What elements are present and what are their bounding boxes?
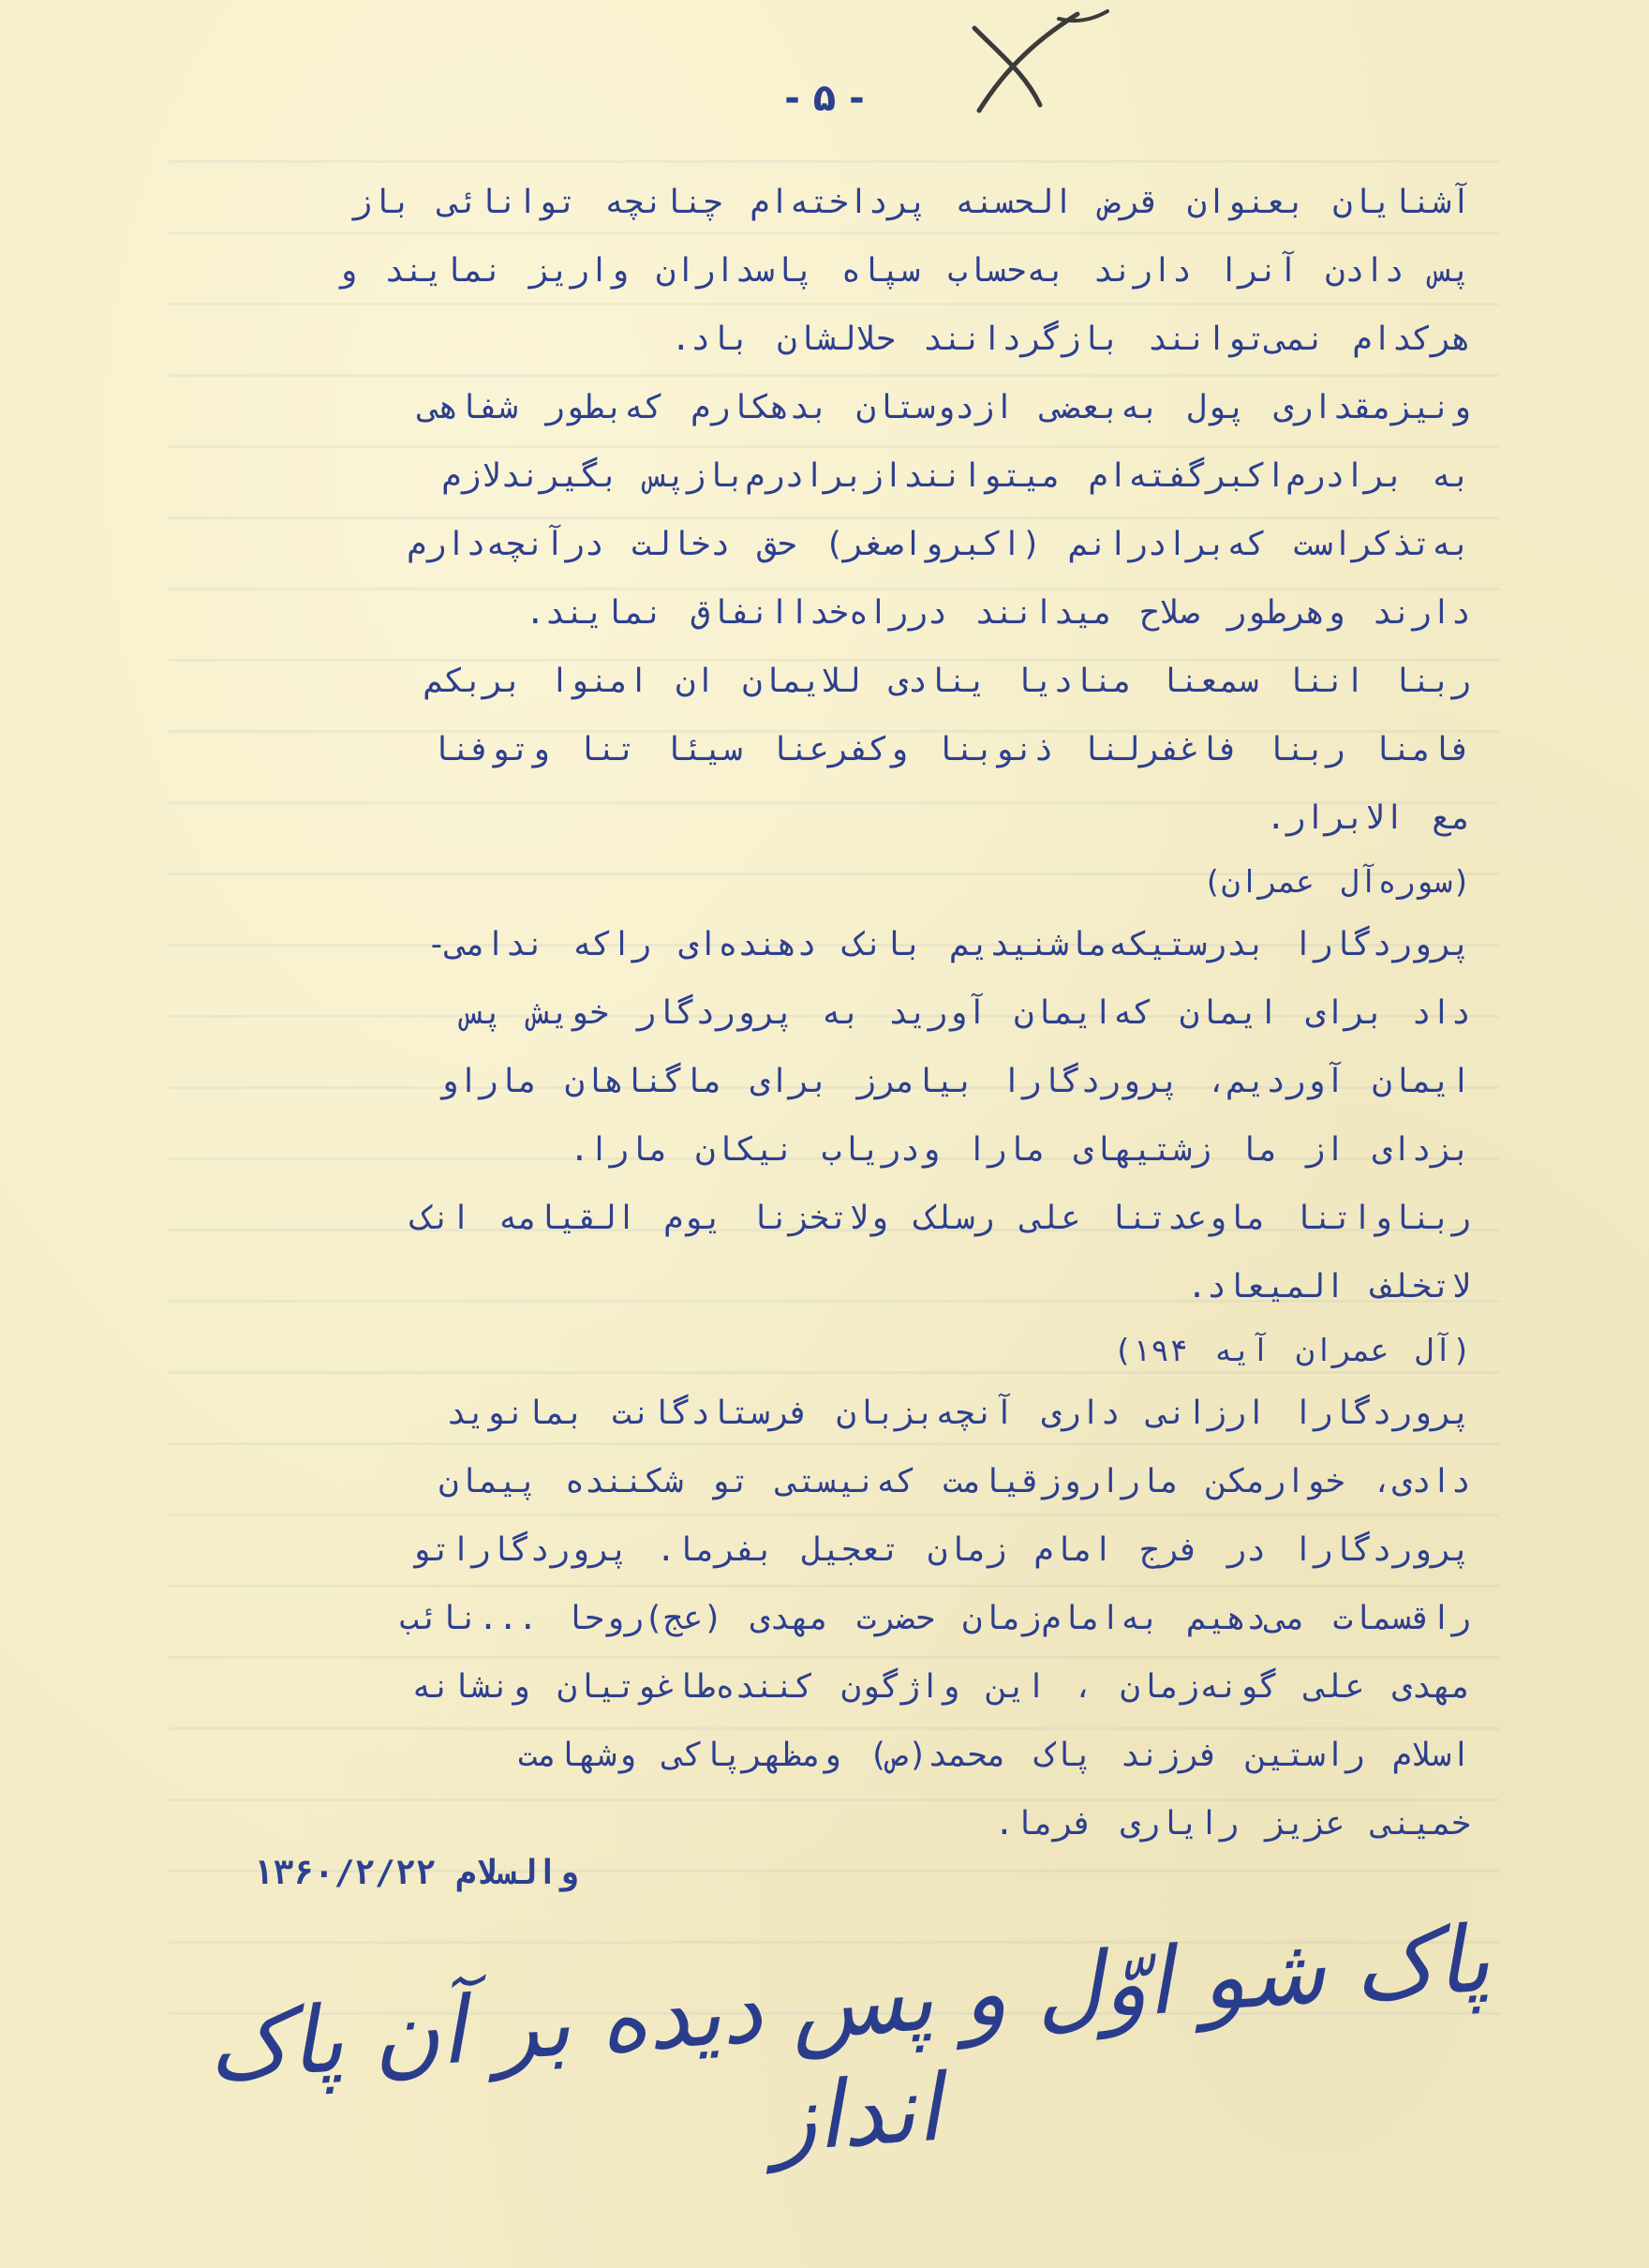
text-line: دارند وهرطور صلاح میدانند درراه‌خداانفاق نمایند.: [525, 594, 1471, 632]
text-line: پروردگارا در فرج امام زمان تعجیل بفرما. پروردگاراتو: [411, 1531, 1471, 1569]
calligraphy-verse: پاک شو اوّل و پس دیده بر آن پاک انداز: [203, 1905, 1493, 2173]
closing-salutation-date: والسلام ۱۳۶۰/۲/۲۲: [253, 1854, 578, 1892]
quran-verse-line: ربناواتنا ماوعدتنا علی رسلک ولاتخزنا یوم القیامه انک: [411, 1200, 1471, 1237]
text-line: پروردگارا ارزانی داری آنچه‌بزبان فرستادگانت بمانوید: [446, 1395, 1471, 1432]
text-line: هرکدام نمی‌توانند بازگردانند حلالشان باد.: [671, 321, 1471, 358]
text-line: داد برای ایمان که‌ایمان آورید به پروردگار خویش پس: [463, 994, 1471, 1032]
verse-reference: (آل عمران آیه ۱۹۴): [1113, 1332, 1471, 1368]
quran-verse-line: فامنا ربنا فاغفرلنا ذنوبنا وکفرعنا سیئا تنا وتوفنا: [431, 731, 1471, 768]
text-line: خمینی عزیز رایاری فرما.: [994, 1805, 1471, 1843]
quran-verse-line: لاتخلف المیعاد.: [1186, 1268, 1471, 1306]
text-line: به‌تذکراست که‌برادرانم (اکبرواصغر) حق دخالت درآنچه‌دارم: [407, 526, 1471, 563]
text-line: ونیزمقداری پول به‌بعضی ازدوستان بدهکارم که‌بطور شفاهی: [419, 389, 1471, 426]
text-line: بزدای از ما زشتیهای مارا ودریاب نیکان مارا.: [569, 1131, 1471, 1169]
quran-verse-line: ربنا اننا سمعنا منادیا ینادی للایمان ان امنوا بربکم: [423, 663, 1471, 700]
page-number: - ۵ -: [784, 77, 865, 120]
text-line: به برادرم‌اکبرگفته‌ام میتوانندازبرادرم‌بازپس بگیرندلازم: [441, 457, 1471, 495]
text-line: پس دادن آنرا دارند به‌حساب سپاه پاسداران واریز نمایند و: [337, 252, 1471, 290]
text-line: ایمان آوردیم، پروردگارا بیامرز برای ماگناهان ماراو: [438, 1063, 1471, 1100]
text-line: اسلام راستین فرزند پاک محمد(ص) ومظهرپاکی وشهامت: [517, 1737, 1471, 1774]
text-line: پروردگارا بدرستیکه‌ماشنیدیم بانک دهنده‌ای راکه ندامی-: [426, 926, 1471, 963]
text-line: آشنایان بعنوان قرض الحسنه پرداخته‌ام چنانچه توانائی باز: [352, 184, 1471, 221]
letter-body: [206, 169, 1471, 1858]
text-line: مهدی علی گونه‌زمان ، این واژگون کننده‌طاغوتیان ونشانه: [411, 1668, 1471, 1706]
quran-verse-line: مع الابرار.: [1266, 799, 1471, 837]
text-line: راقسمات می‌دهیم به‌امام‌زمان حضرت مهدی (عج)روحا ...نائب: [399, 1600, 1471, 1637]
verse-reference: (سوره‌آل عمران): [1202, 863, 1471, 900]
text-line: دادی، خوارمکن ماراروزقیامت که‌نیستی تو شکننده پیمان: [438, 1463, 1471, 1500]
